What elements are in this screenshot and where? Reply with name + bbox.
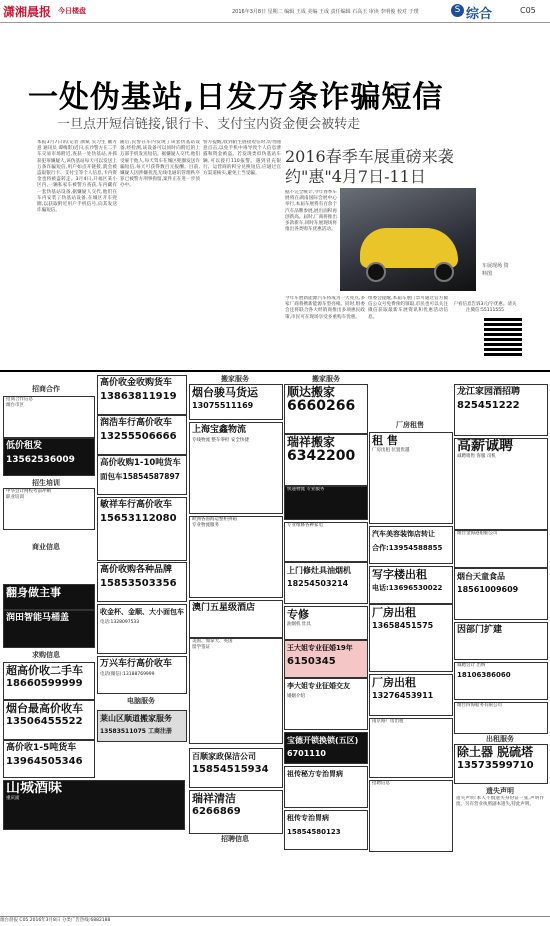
expo-column-3: 组委会提醒,本届车展门票可通过官方微信公众号免费预约领取,市民也可以关注微信获取最新车展资讯和优惠活动信息。	[368, 296, 448, 320]
classified-header: 厂房租售	[396, 421, 424, 429]
classified-header: 电脑服务	[127, 697, 155, 705]
classified-header: 招聘信息	[221, 835, 249, 843]
classified-ad: 瑞祥清洁 6266869	[189, 790, 283, 834]
qr-label: 户看信息告诉3元/字优惠。请关注微信:55111555	[453, 302, 517, 313]
classified-header: 求购信息	[32, 651, 60, 659]
classified-ad: 烟台四海船务有限公司	[454, 702, 548, 734]
masthead: 潇湘晨报	[3, 5, 52, 19]
classified-ad: 莱山区顺道搬家服务 13583511075 工商注册	[97, 710, 187, 742]
subheadline: 一旦点开短信链接,银行卡、支付宝内资金便会被转走	[57, 117, 361, 132]
headline: 一处伪基站,日发万条诈骗短信	[28, 80, 444, 115]
expo-title: 2016春季车展重磅来袭	[285, 147, 454, 166]
classified-ad: 敏祥车行高价收车 15653112080	[97, 497, 187, 561]
page-number: C05	[520, 6, 536, 15]
article-column-1: 本报3月7日讯(记者 颜斌 实习生 戴方意 通讯员 谭梅影)近日,长沙警方在二手车交易市场附近,查获一处伪基站,并抓获犯罪嫌疑人,该伪基站每天可以发送上万条诈骗短信,用户如点开链接,就会被盗取银行卡、支付宝等个人信息,卡内资金也将被盗转走。3月4日,开福区某小区内,一辆私家车被警方查获,车内藏有一套伪基站设备,据嫌疑人交代,他们在车内安装了伪基站设备,在城区开车兜圈,以获取附近用户手机信号,向其发送诈骗短信。	[37, 140, 117, 214]
classified-ad: 澳门五星级酒店	[189, 600, 283, 638]
classified-ad: 快递物流 专业服务	[284, 486, 368, 520]
classified-ad: 收金杯、金顺、大小面包车 电话:1328097533	[97, 604, 187, 654]
car-photo	[340, 188, 476, 291]
expo-title-block	[285, 147, 515, 187]
section-name: 综合	[466, 7, 493, 22]
classified-ad: 专修 油烟机 灶具	[284, 606, 368, 640]
photo-caption: 车展现场 资料图	[482, 263, 509, 277]
classified-ad: 汽车美容装饰店转让 合作:13954588855	[369, 526, 453, 564]
classified-ad: 瑞祥搬家 6342200	[284, 434, 368, 486]
classified-ad: 龙江家园酒招聘 825451222	[454, 384, 548, 436]
restaurant-ad: 山城酒味 重庆面	[3, 780, 185, 830]
classified-ad: 低价租发 13562536009	[3, 438, 95, 476]
classified-ad: 诚聘会计 出纳 18106386060	[454, 662, 548, 700]
classified-ad: 除土器 脱硫塔 13573599710	[454, 744, 548, 784]
classified-ad: 写字楼出租 电话:13696530022	[369, 566, 453, 604]
article-column-2: 随后,民警在车内发现了该套伪基站设备,经检测,该设备可以同时向附近的上万部手机发送短信。据嫌疑人交代,他们受雇于他人,每天驾车在城区兜圈发送诈骗短信,每天可获得数百元报酬。目前,嫌疑人因涉嫌扰乱无线电通讯管理秩序罪已被警方刑事拘留,案件正在进一步侦办中。	[120, 140, 200, 189]
classifieds-section	[0, 370, 550, 926]
classified-header: 遗失声明	[486, 787, 514, 795]
expo-subtitle: 约"惠"4月7日-11日	[285, 167, 426, 186]
page-header	[0, 0, 550, 23]
classified-ad: 厂房出租 13658451575	[369, 604, 453, 672]
classified-ad: 万兴车行高价收车 电话(微信):13188769999	[97, 656, 187, 694]
daily-tag: 今日楼盘	[58, 7, 86, 15]
classified-ad: 润田智能马桶盖	[3, 610, 95, 648]
classified-ad: 上门修灶具油烟机 18254503214	[284, 562, 368, 604]
expo-column-2: 今年车展新能源汽车将成为一大亮点,多家厂商将携新能源车型亮相。同时,组委会还将联合各大经销商推出多项惠民政策,市民可在现场享受多重购车优惠。	[285, 296, 365, 320]
classified-ad: 上海宝鑫物流 专线物流 整车零担 安全快捷	[189, 422, 283, 514]
classified-ad: 百顺家政保洁公司 15854515934	[189, 748, 283, 788]
classified-ad: 美国、加拿大、英国 留学签证	[189, 638, 283, 744]
classified-ad: 超高价收二手车 18660599999	[3, 662, 95, 700]
classified-ad: 高价收购各种品牌 15853503356	[97, 562, 187, 602]
page-footer: 烟台晨报 C05 2016年3月8日 分类广告热线:6882188	[0, 916, 550, 925]
classified-ad: 烟台金海港船舶公司	[454, 530, 548, 568]
classified-ad: 因部门扩建	[454, 622, 548, 660]
classified-ad: 高价收金收购货车 13863811919	[97, 375, 187, 415]
classified-ad: 宝德开锁换锁(五区) 6701110	[284, 732, 368, 764]
classified-ad: 润浩车行高价收车 13255506666	[97, 415, 187, 455]
section-logo-icon: S	[451, 4, 464, 17]
classified-ad: 祖传秘方专治胃病	[284, 766, 368, 808]
classified-ad: 顺达搬家 6660266	[284, 384, 368, 434]
classified-ad: 厂房出租 13276453911	[369, 674, 453, 716]
classified-ad: 专业维修各种家电	[284, 522, 368, 562]
classified-header: 搬家服务	[221, 375, 249, 383]
classified-ad: 招商合作信息 烟台市区	[3, 396, 95, 438]
classified-ad: 欧洲各国海运整柜拼箱 专业物流服务	[189, 516, 283, 598]
classified-ad: 租传专治胃病 15854580123	[284, 810, 368, 850]
wheel-icon	[434, 262, 454, 282]
classified-ad: 翻身做主事	[3, 584, 95, 610]
classified-ad: 南京路厂房出租	[369, 718, 453, 778]
classified-header: 招商合作	[32, 385, 60, 393]
classified-ad: 高价收购1-10吨货车 面包车15854587897	[97, 455, 187, 495]
classified-ad: 李大姐专业征婚交友 婚姻介绍	[284, 678, 368, 730]
expo-column-1: 据不完全统计,今年春季车展将在湖南国际会展中心举行,本届车展将有百余个汽车品牌参展,展出面积再创新高。届时,厂商将推出多款新车,同时车展现场将推出各类购车优惠活动。	[285, 190, 337, 233]
lost-notice: 遗失声明:本人不慎遗失身份证一张,声明作废。另有营业执照副本遗失,特此声明。	[456, 796, 544, 808]
classified-ad: 烟台骏马货运 13075511169	[189, 384, 283, 420]
wheel-icon	[366, 262, 386, 282]
article-column-3: 警方提醒,收到陌生链接短信时,切勿随意点击,以免手机中毒导致个人信息泄露和资金被盗。若发现类似伪基站车辆,可以拨打110报警。遇到冒充银行、运营商的积分兑换短信,应通过官方渠道核实,避免上当受骗。	[203, 140, 281, 177]
classified-header: 商业信息	[32, 543, 60, 551]
classified-header: 出租服务	[486, 735, 514, 743]
classified-ad: 烟台天童食品 18561009609	[454, 568, 548, 620]
classified-ad: 高价收1-5吨货车 13964505346	[3, 740, 95, 778]
classified-ad: 王大姐专业征婚19年 6150345	[284, 640, 368, 678]
classified-ad: 租 售 厂房出租 位置优越	[369, 432, 453, 524]
classified-header: 招生培训	[32, 479, 60, 487]
classified-header: 搬家服务	[312, 375, 340, 383]
classified-ad: 烟台最高价收车 13506455522	[3, 700, 95, 740]
qr-code-icon	[484, 318, 522, 356]
classified-ad: 招聘信息	[369, 780, 453, 852]
classified-ad: 中华会计网校考前冲刺 职业培训	[3, 488, 95, 530]
classified-ad: 高薪诚聘 诚聘销售 客服 司机	[454, 438, 548, 530]
date-line: 2016年3月8日 星期二 编辑 王成 美编 王成 责任编辑 石高玉 审读 李明俊 校对 于璞	[232, 9, 419, 15]
